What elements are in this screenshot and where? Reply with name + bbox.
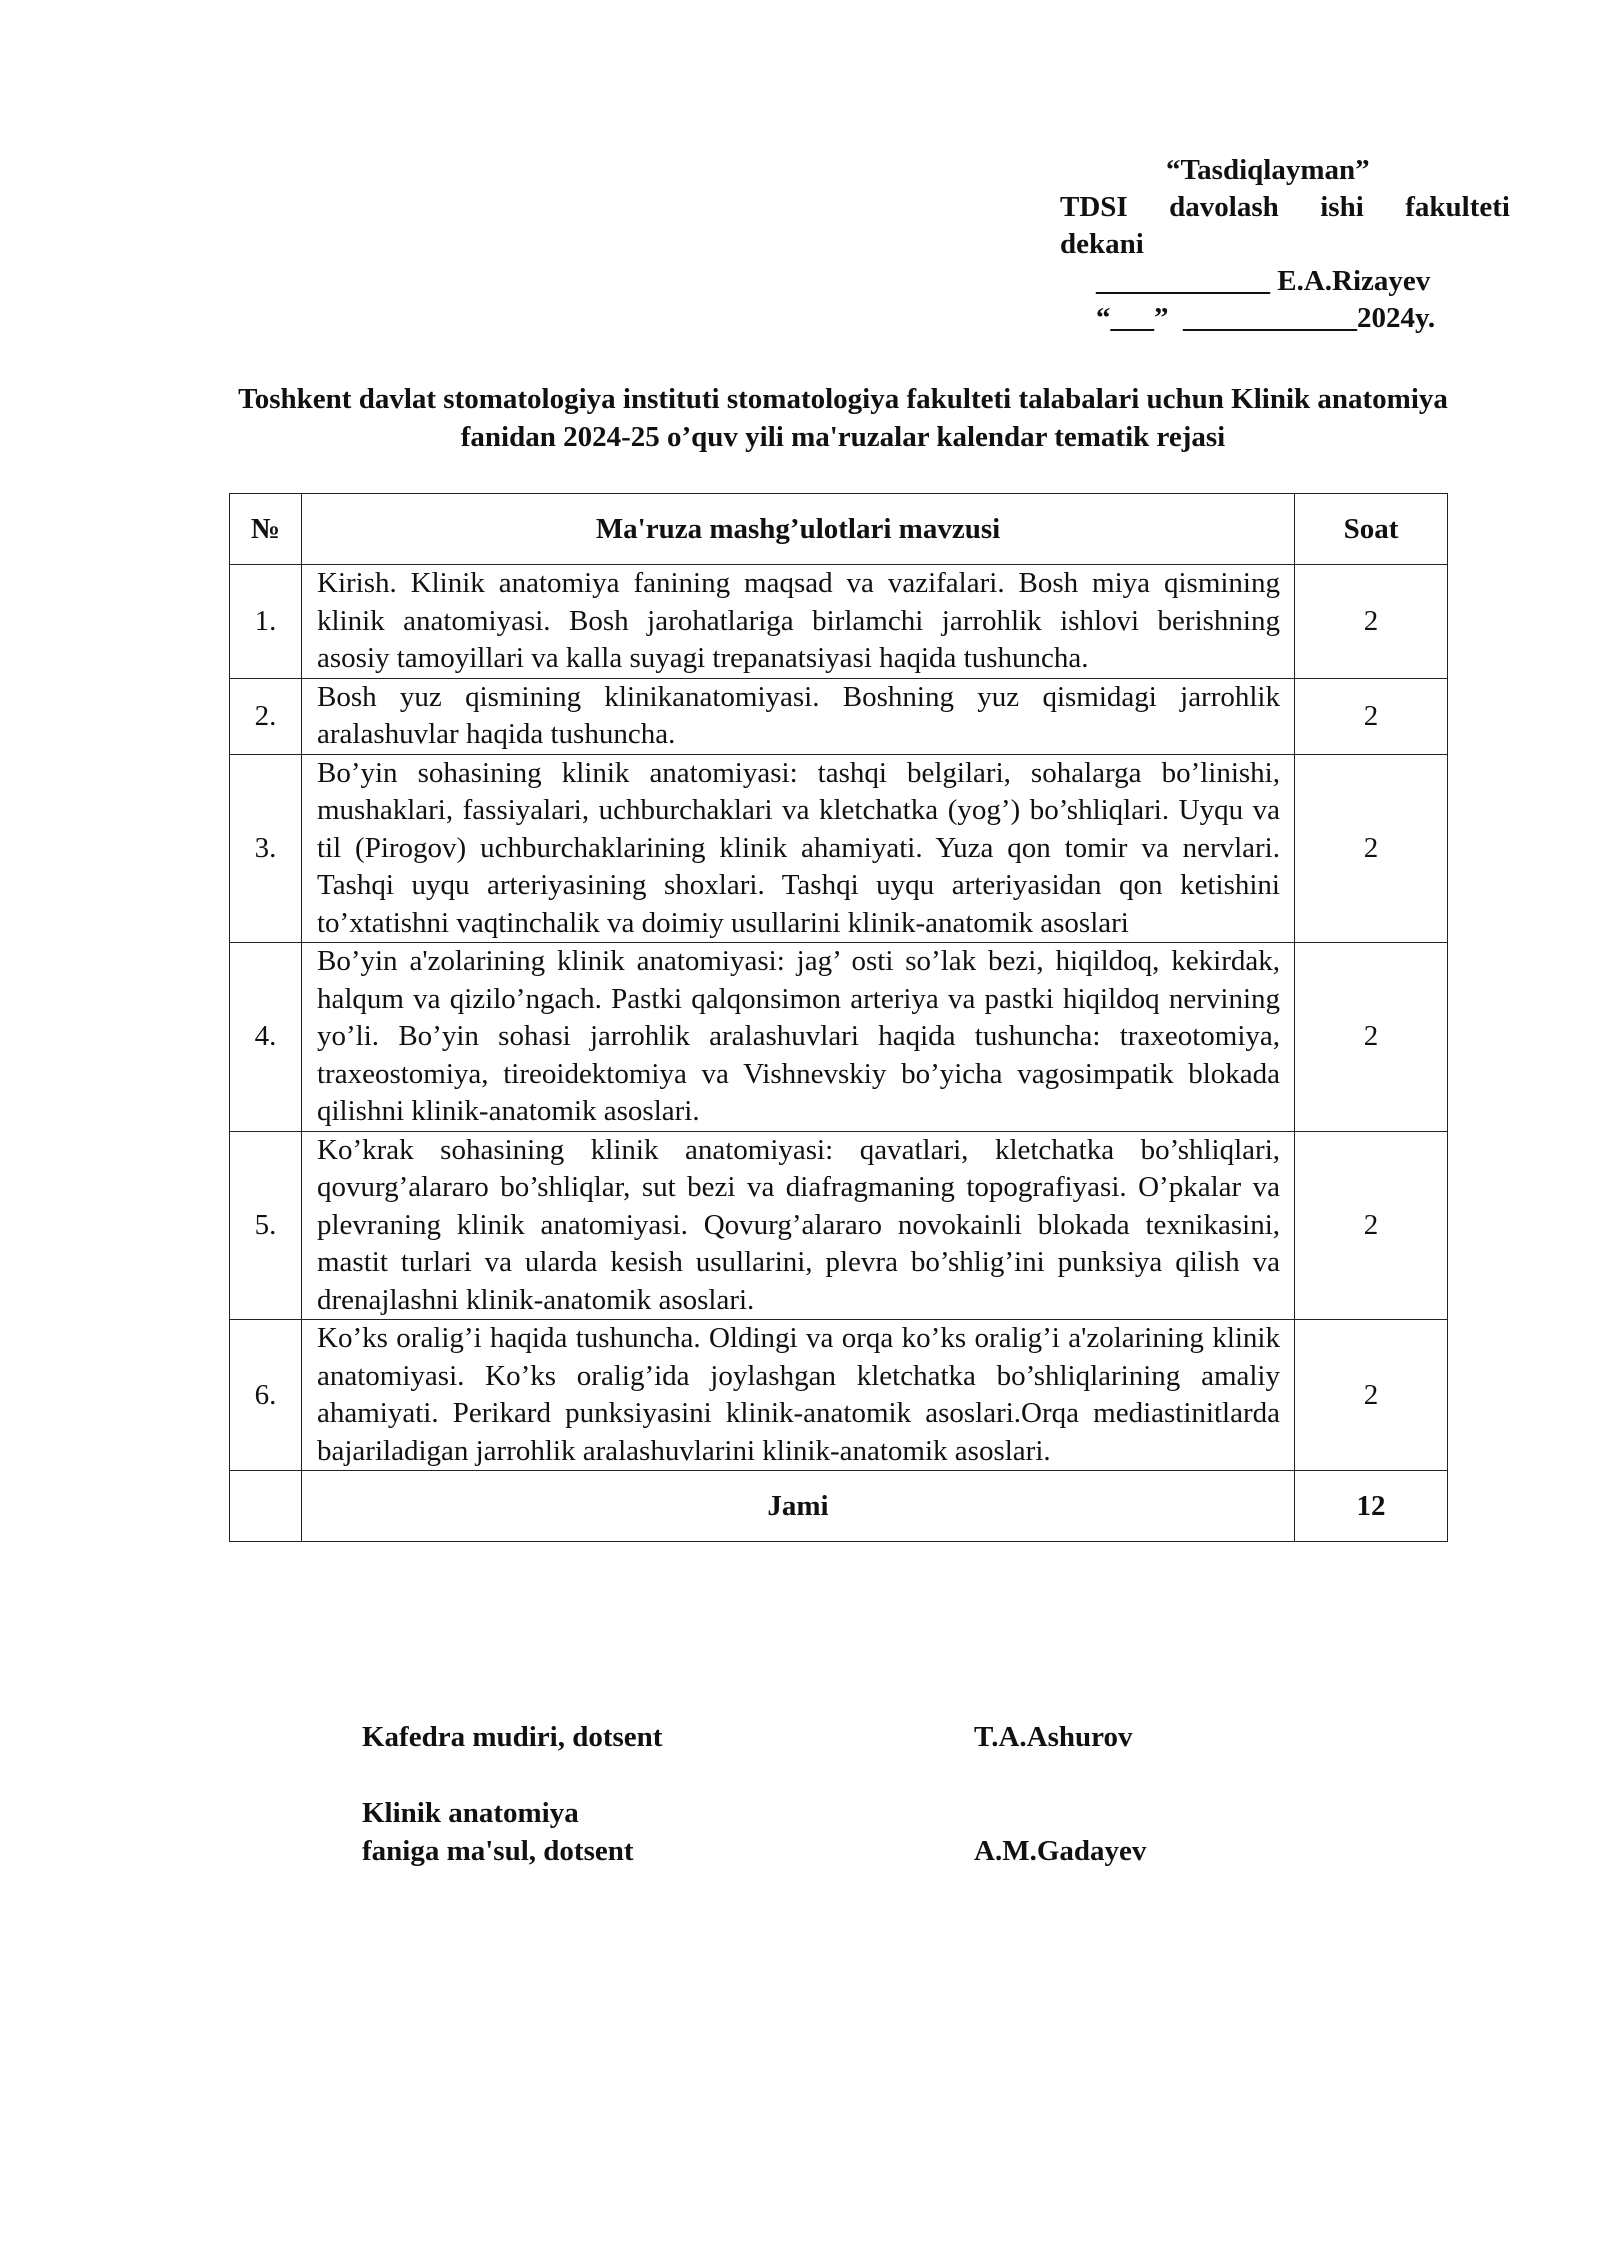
row-number: 5.	[230, 1131, 302, 1320]
row-topic: Bosh yuz qismining klinikanatomiyasi. Boshning yuz qismidagi jarrohlik aralashuvlar haqida tushuncha.	[302, 678, 1295, 754]
approval-word: ishi	[1320, 191, 1364, 223]
row-topic: Bo’yin a'zolarining klinik anatomiyasi: jag’ osti so’lak bezi, hiqildoq, kekirdak, halqum va qizilo’ngach. Pastki qalqonsimon arteriya va pastki hiqildoq nervining yo’li. Bo’yin sohasi jarrohlik aralashuvlari haqida tushuncha: traxeotomiya, traxeostomiya, tireoidektomiya va Vishnevskiy bo’yicha vagosimpatik blokada qilishni klinik-anatomik asoslari.	[302, 943, 1295, 1132]
header-number: №	[230, 494, 302, 565]
signatures-block	[362, 1718, 1262, 1870]
table-row	[230, 678, 1448, 754]
signature-role-cont: faniga ma'sul, dotsent	[362, 1835, 634, 1867]
table-total-row	[230, 1471, 1448, 1542]
table-row	[230, 565, 1448, 679]
row-topic: Ko’krak sohasining klinik anatomiyasi: qavatlari, kletchatka bo’shliqlari, qovurg’alararo bo’shliqlar, sut bezi va diafragmaning topografiyasi. O’pkalar va plevraning klinik anatomiyasi. Qovurg’alararo novokainli blokada texnikasini, mastit turlari va ularda kesish usullarini, plevra bo’shlig’ini punksiya qilish va drenajlashni klinik-anatomik asoslari.	[302, 1131, 1295, 1320]
approval-date-line: “___” ____________2024y.	[1096, 302, 1436, 334]
approval-position-line	[1060, 189, 1510, 226]
row-number: 6.	[230, 1320, 302, 1471]
signature-role: Kafedra mudiri, dotsent	[362, 1721, 663, 1753]
document-title: Toshkent davlat stomatologiya instituti stomatologiya fakulteti talabalari uchun Klinik anatomiya fanidan 2024-25 o’quv yili ma'ruzalar kalendar tematik rejasi	[238, 383, 1448, 453]
table-header-row	[230, 494, 1448, 565]
signature-responsible	[362, 1794, 1262, 1870]
row-hours: 2	[1295, 943, 1448, 1132]
lecture-plan-table	[229, 493, 1448, 1542]
table-row	[230, 1131, 1448, 1320]
row-number: 4.	[230, 943, 302, 1132]
row-number: 1.	[230, 565, 302, 679]
total-label: Jami	[302, 1471, 1295, 1542]
signature-name: T.A.Ashurov	[974, 1721, 1133, 1753]
approval-position-cont: dekani	[1060, 228, 1144, 260]
approval-heading: “Tasdiqlayman”	[1166, 154, 1370, 186]
row-topic: Bo’yin sohasining klinik anatomiyasi: tashqi belgilari, sohalarga bo’linishi, mushaklari, fassiyalari, uchburchaklari va kletchatka (yog’) bo’shliqlari. Uyqu va til (Pirogov) uchburchaklarining klinik ahamiyati. Yuza qon tomir va nervlari. Tashqi uyqu arteriyasining shoxlari. Tashqi uyqu arteriyasidan qon ketishini to’xtatishni vaqtinchalik va doimiy usullarini klinik-anatomik asoslari	[302, 754, 1295, 943]
table-row	[230, 754, 1448, 943]
signature-name: A.M.Gadayev	[974, 1835, 1147, 1867]
table-row	[230, 943, 1448, 1132]
row-topic: Ko’ks oralig’i haqida tushuncha. Oldingi va orqa ko’ks oralig’i a'zolarining klinik anatomiyasi. Ko’ks oralig’ida joylashgan kletchatka bo’shliqlarining amaliy ahamiyati. Perikard punksiyasini klinik-anatomik asoslari.Orqa mediastinitlarda bajariladigan jarrohlik aralashuvlarini klinik-anatomik asoslari.	[302, 1320, 1295, 1471]
approval-word: davolash	[1169, 191, 1279, 223]
row-hours: 2	[1295, 1131, 1448, 1320]
row-hours: 2	[1295, 1320, 1448, 1471]
approval-word: TDSI	[1060, 191, 1128, 223]
row-number: 3.	[230, 754, 302, 943]
table-row	[230, 1320, 1448, 1471]
header-topic: Ma'ruza mashg’ulotlari mavzusi	[302, 494, 1295, 565]
header-hours: Soat	[1295, 494, 1448, 565]
signature-role: Klinik anatomiya	[362, 1797, 579, 1829]
row-hours: 2	[1295, 678, 1448, 754]
row-topic: Kirish. Klinik anatomiya fanining maqsad va vazifalari. Bosh miya qismining klinik anatomiyasi. Bosh jarohatlariga birlamchi jarrohlik ishlovi berishning asosiy tamoyillari va kalla suyagi trepanatsiyasi haqida tushuncha.	[302, 565, 1295, 679]
signature-head	[362, 1718, 1262, 1756]
approval-block	[1060, 152, 1510, 337]
approval-signature-line: ____________ E.A.Rizayev	[1096, 265, 1431, 297]
total-number-cell	[230, 1471, 302, 1542]
approval-word: fakulteti	[1405, 191, 1510, 223]
row-hours: 2	[1295, 754, 1448, 943]
row-hours: 2	[1295, 565, 1448, 679]
row-number: 2.	[230, 678, 302, 754]
total-hours: 12	[1295, 1471, 1448, 1542]
